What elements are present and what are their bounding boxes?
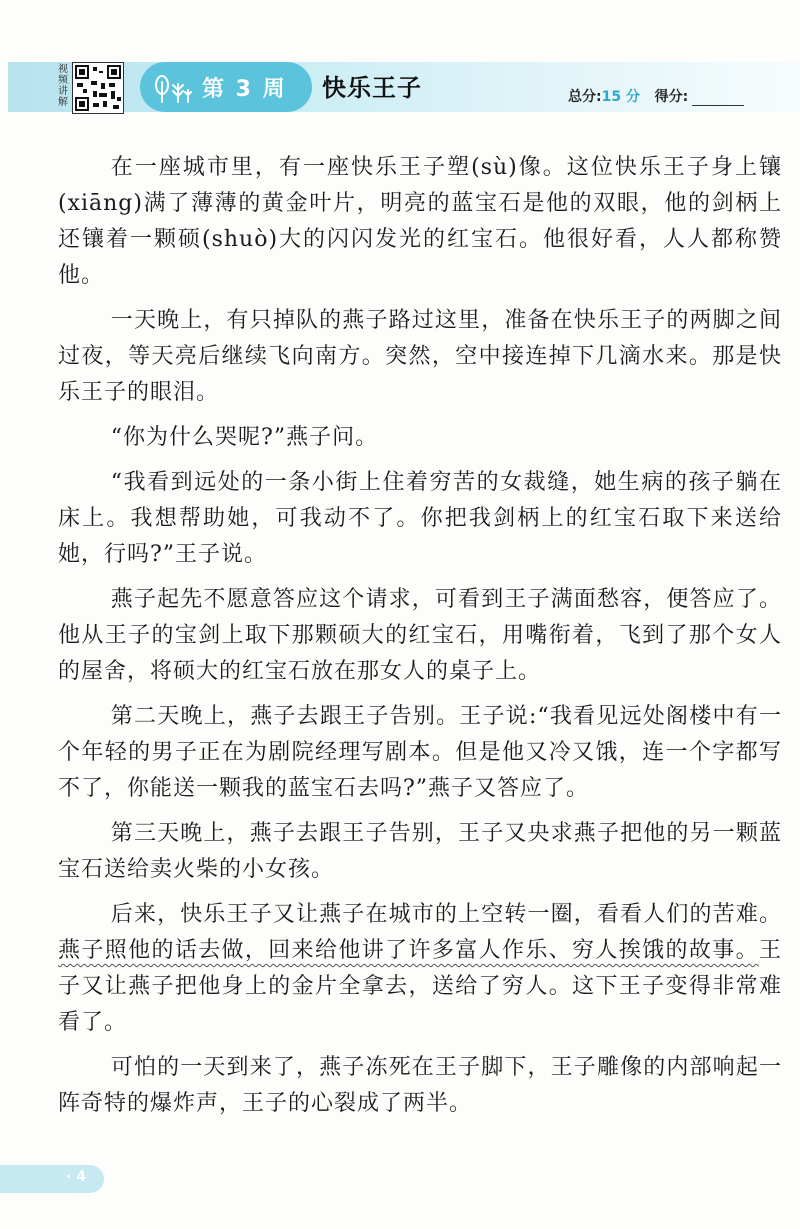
- paragraph: 可怕的一天到来了，燕子冻死在王子脚下，王子雕像的内部响起一阵奇特的爆炸声，王子的心裂成了两半。: [58, 1055, 782, 1116]
- total-score-value: 15 分: [601, 89, 640, 105]
- page-number: · 4: [66, 1169, 86, 1185]
- paragraph: 在一座城市里，有一座快乐王子塑(sù)像。这位快乐王子身上镶(xiāng)满了薄薄的黄金叶片，明亮的蓝宝石是他的双眼，他的剑柄上还镶着一颗硕(shuò)大的闪闪发光的红宝石。他很好看，人人都称赞他。: [58, 155, 782, 288]
- total-score-label: 总分:: [568, 89, 602, 105]
- paragraph: “我看到远处的一条小街上住着穷苦的女裁缝，她生病的孩子躺在床上。我想帮助她，可我动不了。你把我剑柄上的红宝石取下来送给她，行吗?”王子说。: [58, 470, 782, 567]
- paragraph-part: 后来，快乐王子又让燕子在城市的上空转一圈，看看人们的苦难。: [110, 902, 782, 927]
- week-label: 第 3 周: [202, 77, 287, 102]
- wavy-underlined-sentence: 燕子照他的话去做，回来给他讲了许多富人作乐、穷人挨饿的故事。: [58, 938, 759, 963]
- week-badge: [140, 62, 312, 112]
- lesson-title: 快乐王子: [322, 74, 422, 102]
- paragraph: 一天晚上，有只掉队的燕子路过这里，准备在快乐王子的两脚之间过夜，等天亮后继续飞向南方。突然，空中接连掉下几滴水来。那是快乐王子的眼泪。: [58, 308, 782, 405]
- page-tab: [0, 1165, 104, 1193]
- paragraph-with-underline: [58, 897, 782, 1041]
- paragraph-part: 王子又让燕子把他身上的金片全拿去，送给了穷人。这下王子变得非常难看了。: [58, 938, 782, 1035]
- qr-code-icon[interactable]: [72, 62, 124, 114]
- score-blank[interactable]: [692, 91, 744, 106]
- paragraph: 第三天晚上，燕子去跟王子告别，王子又央求燕子把他的另一颗蓝宝石送给卖火柴的小女孩。: [58, 821, 782, 882]
- tree-icon: [154, 74, 192, 104]
- story-body: [58, 150, 782, 1131]
- paragraph: “你为什么哭呢?”燕子问。: [110, 425, 379, 450]
- score-area: [568, 86, 744, 106]
- video-explain-label: 视频讲解: [58, 64, 68, 108]
- score-label: 得分:: [654, 89, 689, 105]
- paragraph: 燕子起先不愿意答应这个请求，可看到王子满面愁容，便答应了。他从王子的宝剑上取下那颗硕大的红宝石，用嘴衔着，飞到了那个女人的屋舍，将硕大的红宝石放在那女人的桌子上。: [58, 587, 782, 684]
- paragraph: 第二天晚上，燕子去跟王子告别。王子说:“我看见远处阁楼中有一个年轻的男子正在为剧院经理写剧本。但是他又冷又饿，连一个字都写不了，你能送一颗我的蓝宝石去吗?”燕子又答应了。: [58, 704, 782, 801]
